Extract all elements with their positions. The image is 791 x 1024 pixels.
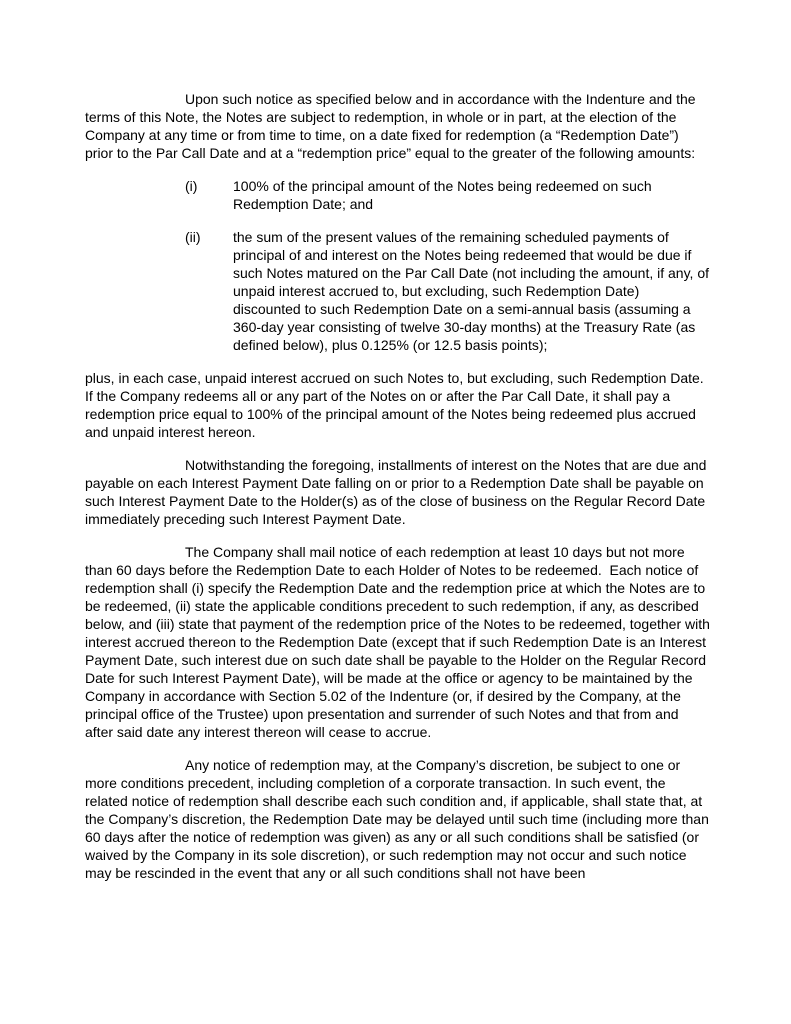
paragraph-conditions-precedent: Any notice of redemption may, at the Company’s discretion, be subject to one or more conditions precedent, including completion of a corporate transaction. In such event, the related notice of redemption shall describe each such condition and, if applicable, shall state that, at the Company’s discretion, the Redemption Date may be delayed until such time (including more than 60 days after the notice of redemption was given) as any or all such conditions shall be satisfied (or waived by the Company in its sole discretion), or such redemption may not occur and such notice may be rescinded in the event that any or all such conditions shall not have been: [85, 757, 713, 881]
paragraph-plus-in-each-case: plus, in each case, unpaid interest accrued on such Notes to, but excluding, such Redemption Date. If the Company redeems all or any part of the Notes on or after the Par Call Date, it shall pay a redemption price equal to 100% of the principal amount of the Notes being redeemed plus accrued and unpaid interest hereon.: [85, 370, 712, 440]
list-item-i-marker: (i): [185, 178, 198, 194]
paragraph-redemption-intro: Upon such notice as specified below and in accordance with the Indenture and the terms of this Note, the Notes are subject to redemption, in whole or in part, at the election of the Company at any time or from time to time, on a date fixed for redemption (a “Redemption Date”) prior to the Par Call Date and at a “redemption price” equal to the greater of the following amounts:: [85, 91, 700, 161]
paragraph-notwithstanding: Notwithstanding the foregoing, installments of interest on the Notes that are due and payable on each Interest Payment Date falling on or prior to a Redemption Date shall be payable on such Interest Payment Date to the Holder(s) as of the close of business on the Regular Record Date immediately preceding such Interest Payment Date.: [85, 457, 711, 527]
list-item-ii-marker: (ii): [185, 229, 201, 245]
list-item-i: [85, 177, 710, 213]
list-item-i-text: 100% of the principal amount of the Notes being redeemed on such Redemption Date; and: [233, 178, 656, 212]
list-item-ii-text: the sum of the present values of the remaining scheduled payments of principal of and interest on the Notes being redeemed that would be due if such Notes matured on the Par Call Date (not including the amount, if any, of unpaid interest accrued to, but excluding, such Redemption Date) discounted to such Redemption Date on a semi-annual basis (assuming a 360-day year consisting of twelve 30-day months) at the Treasury Rate (as defined below), plus 0.125% (or 12.5 basis points);: [233, 229, 713, 353]
list-item-ii: [85, 228, 713, 354]
paragraph-notice-of-redemption: The Company shall mail notice of each redemption at least 10 days but not more than 60 days before the Redemption Date to each Holder of Notes to be redeemed. Each notice of redemption shall (i) specify the Redemption Date and the redemption price at which the Notes are to be redeemed, (ii) state the applicable conditions precedent to such redemption, if any, as described below, and (iii) state that payment of the redemption price of the Notes to be redeemed, together with interest accrued thereon to the Redemption Date (except that if such Redemption Date is an Interest Payment Date, such interest due on such date shall be payable to the Holder on the Regular Record Date for such Interest Payment Date), will be made at the office or agency to be maintained by the Company in accordance with Section 5.02 of the Indenture (or, if desired by the Company, at the principal office of the Trustee) upon presentation and surrender of such Notes and that from and after said date any interest thereon will cease to accrue.: [85, 544, 714, 740]
